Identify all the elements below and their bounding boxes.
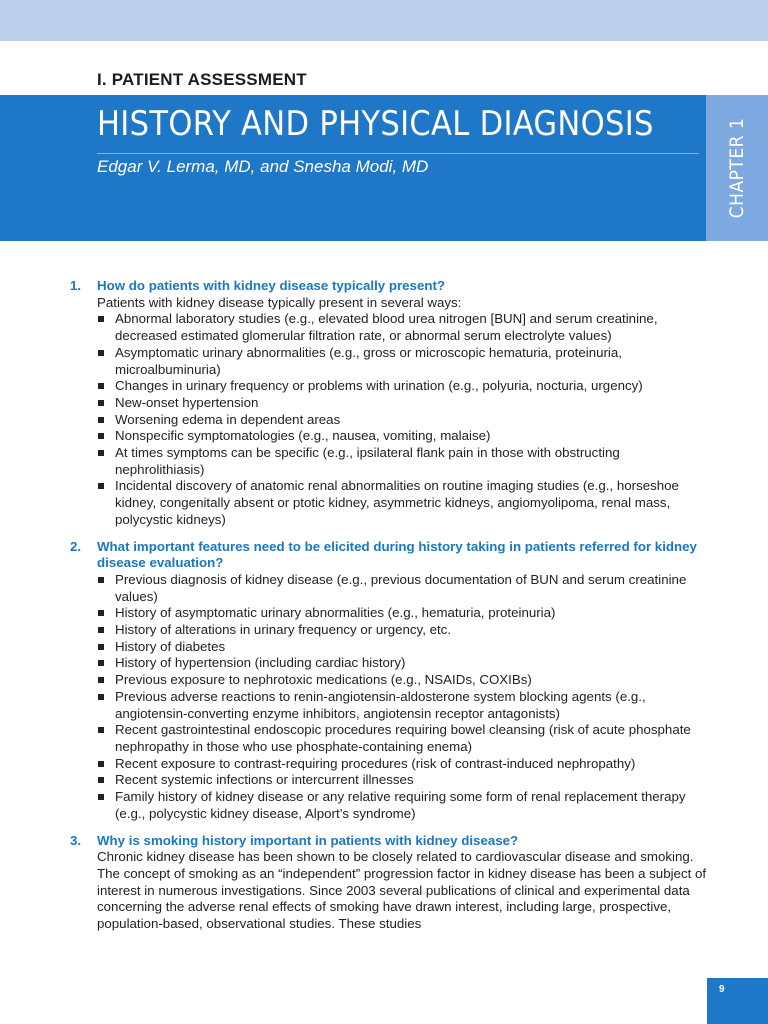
- chapter-body: [70, 278, 710, 943]
- page-number: 9: [719, 984, 725, 995]
- answer-bullet-list: [97, 572, 710, 823]
- top-color-band: [0, 0, 768, 41]
- bullet-item: Previous diagnosis of kidney disease (e.g., previous documentation of BUN and serum creatinine values): [97, 572, 710, 605]
- bullet-item: Changes in urinary frequency or problems with urination (e.g., polyuria, nocturia, urgency): [97, 378, 710, 395]
- answer-intro: Patients with kidney disease typically present in several ways:: [97, 294, 462, 310]
- bullet-item: Worsening edema in dependent areas: [97, 412, 710, 429]
- bullet-item: Asymptomatic urinary abnormalities (e.g., gross or microscopic hematuria, proteinuria, microalbuminuria): [97, 345, 710, 378]
- bullet-item: Abnormal laboratory studies (e.g., elevated blood urea nitrogen [BUN] and serum creatinine, decreased estimated glomerular filtration rate, or abnormal serum electrolyte values): [97, 311, 710, 344]
- bullet-item: Previous exposure to nephrotoxic medications (e.g., NSAIDs, COXIBs): [97, 672, 710, 689]
- bullet-item: Recent gastrointestinal endoscopic procedures requiring bowel cleansing (risk of acute phosphate nephropathy in those who use phosphate-containing enema): [97, 722, 710, 755]
- chapter-tab-label: CHAPTER 1: [726, 117, 748, 219]
- chapter-tab: [706, 95, 768, 241]
- bullet-item: Recent systemic infections or intercurrent illnesses: [97, 772, 710, 789]
- question-3: [70, 833, 710, 933]
- question-number: 3.: [70, 832, 82, 848]
- question-number: 2.: [70, 538, 82, 554]
- bullet-item: Previous adverse reactions to renin-angiotensin-aldosterone system blocking agents (e.g., angiotensin-converting enzyme inhibitors, angiotensin receptor antagonists): [97, 689, 710, 722]
- bullet-item: History of diabetes: [97, 639, 710, 656]
- question-heading: How do patients with kidney disease typically present?: [97, 278, 446, 293]
- bullet-item: New-onset hypertension: [97, 395, 710, 412]
- bullet-item: Incidental discovery of anatomic renal abnormalities on routine imaging studies (e.g., horseshoe kidney, congenitally absent or ptotic kidney, asymmetric kidneys, angiomyolipoma, renal mass, polycystic kidneys): [97, 478, 710, 528]
- answer-paragraph: Chronic kidney disease has been shown to be closely related to cardiovascular disease and smoking. The concept of smoking as an “independent” progression factor in kidney disease has been a subject of interest in numerous investigations. Since 2003 several publications of clinical and experimental data concerning the adverse renal effects of smoking have drawn interest, including large, prospective, population-based, observational studies. These studies: [97, 849, 707, 932]
- section-heading: I. PATIENT ASSESSMENT: [97, 70, 307, 89]
- page-number-tab: [707, 978, 768, 1024]
- bullet-item: At times symptoms can be specific (e.g., ipsilateral flank pain in those with obstructing nephrolithiasis): [97, 445, 710, 478]
- bullet-item: History of alterations in urinary frequency or urgency, etc.: [97, 622, 710, 639]
- question-2: [70, 539, 710, 823]
- question-heading: Why is smoking history important in patients with kidney disease?: [97, 832, 519, 848]
- question-1: [70, 278, 710, 529]
- bullet-item: History of hypertension (including cardiac history): [97, 655, 710, 672]
- bullet-item: Nonspecific symptomatologies (e.g., nausea, vomiting, malaise): [97, 428, 710, 445]
- answer-bullet-list: [97, 311, 710, 528]
- bullet-item: History of asymptomatic urinary abnormalities (e.g., hematuria, proteinuria): [97, 605, 710, 622]
- bullet-item: Family history of kidney disease or any relative requiring some form of renal replacement therapy (e.g., polycystic kidney disease, Alport’s syndrome): [97, 789, 710, 822]
- chapter-authors: Edgar V. Lerma, MD, and Snesha Modi, MD: [97, 157, 429, 176]
- question-heading: What important features need to be elicited during history taking in patients referred for kidney disease evaluation?: [97, 538, 697, 571]
- chapter-title: HISTORY AND PHYSICAL DIAGNOSIS: [97, 104, 654, 144]
- title-divider: [97, 153, 699, 154]
- question-number: 1.: [70, 278, 82, 293]
- bullet-item: Recent exposure to contrast-requiring procedures (risk of contrast-induced nephropathy): [97, 756, 710, 773]
